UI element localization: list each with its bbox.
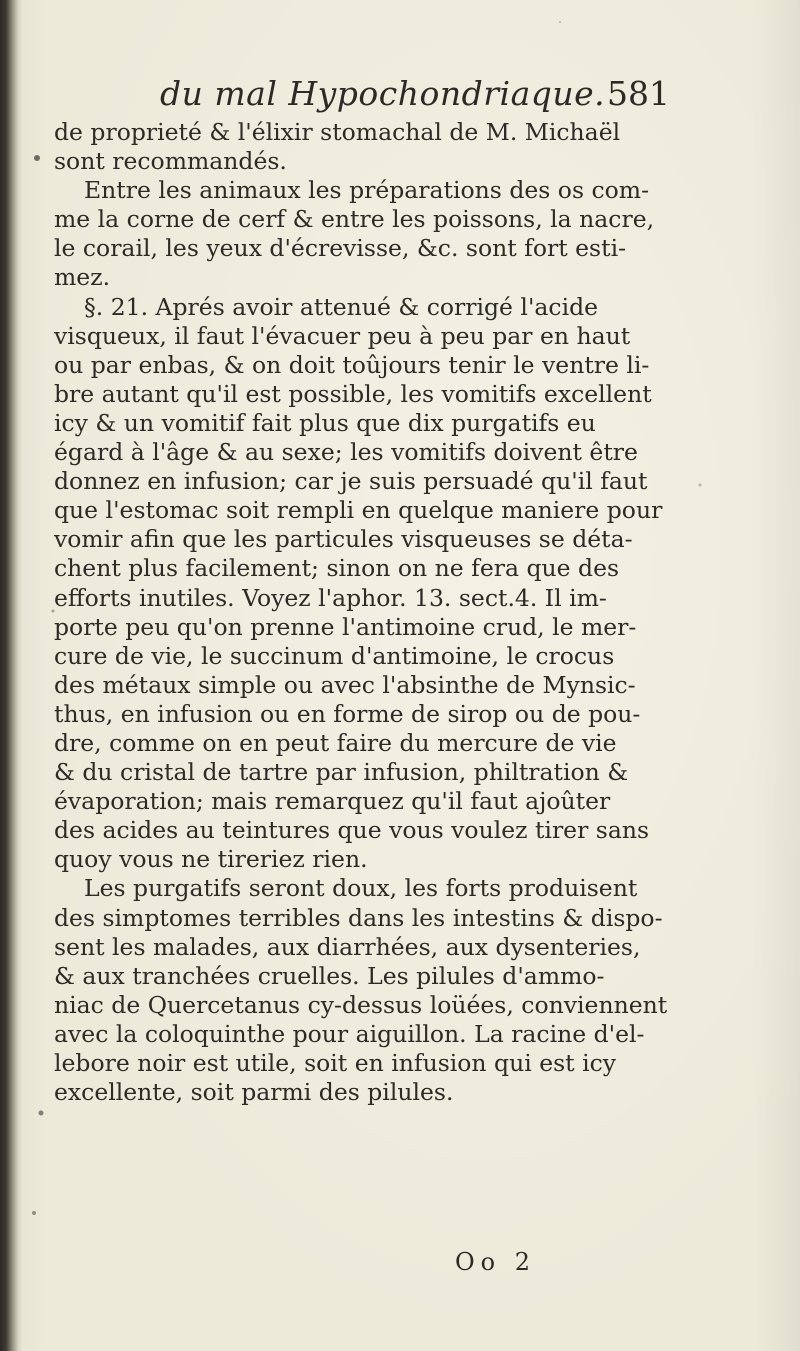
text-line: & du cristal de tartre par infusion, philtration &	[54, 758, 629, 787]
ink-speck	[559, 21, 561, 23]
binding-edge	[0, 0, 22, 1351]
ink-speck	[34, 155, 40, 161]
text-line: avec la coloquinthe pour aiguillon. La racine d'el-	[54, 1019, 645, 1048]
text-line: évaporation; mais remarquez qu'il faut ajoûter	[54, 787, 611, 816]
ink-speck	[32, 1211, 36, 1215]
text-line: le corail, les yeux d'écrevisse, &c. sont fort esti-	[54, 234, 627, 263]
text-line: visqueux, il faut l'évacuer peu à peu par en haut	[54, 321, 631, 350]
text-line: lebore noir est utile, soit en infusion qui est icy	[54, 1049, 617, 1077]
body-text	[54, 118, 694, 1107]
ink-speck	[39, 1111, 44, 1116]
text-line: sont recommandés.	[54, 147, 287, 176]
text-line: chent plus facilement; sinon on ne fera que des	[54, 554, 620, 583]
text-line: vomir afin que les particules visqueuses se déta-	[54, 525, 633, 554]
text-line: ou par enbas, & on doit toûjours tenir le ventre li-	[54, 350, 650, 379]
text-line: cure de vie, le succinum d'antimoine, le crocus	[54, 641, 615, 670]
text-line: Entre les animaux les préparations des os com-	[84, 176, 650, 205]
text-line: des acides au teintures que vous voulez tirer sans	[54, 816, 650, 845]
text-line: Les purgatifs seront doux, les forts produisent	[84, 874, 638, 903]
running-head: du mal Hypochondriaque.	[160, 74, 606, 113]
text-line: excellente, soit parmi des pilules.	[54, 1078, 454, 1107]
ink-speck	[699, 484, 702, 487]
text-line: sent les malades, aux diarrhées, aux dysenteries,	[54, 932, 641, 961]
text-line: dre, comme on en peut faire du mercure de vie	[54, 728, 617, 757]
text-line: §. 21. Aprés avoir attenué & corrigé l'acide	[84, 292, 599, 321]
text-line: bre autant qu'il est possible, les vomitifs excellent	[54, 379, 652, 408]
text-line: donnez en infusion; car je suis persuadé qu'il faut	[54, 467, 648, 496]
text-line: égard à l'âge & au sexe; les vomitifs doivent être	[54, 438, 638, 467]
text-line: des simptomes terribles dans les intestins & dispo-	[54, 903, 663, 932]
text-line: me la corne de cerf & entre les poissons, la nacre,	[54, 205, 655, 234]
text-line: icy & un vomitif fait plus que dix purgatifs eu	[54, 408, 596, 437]
text-line: de proprieté & l'élixir stomachal de M. Michaël	[54, 118, 621, 146]
text-line: des métaux simple ou avec l'absinthe de Mynsic-	[54, 670, 636, 699]
text-line: mez.	[54, 263, 111, 292]
text-line: thus, en infusion ou en forme de sirop ou de pou-	[54, 699, 641, 728]
text-line: efforts inutiles. Voyez l'aphor. 13. sect.4. Il im-	[54, 583, 607, 612]
catchword-signature: Oo 2	[455, 1248, 537, 1276]
text-line: & aux tranchées cruelles. Les pilules d'ammo-	[54, 961, 605, 990]
text-line: niac de Quercetanus cy-dessus loüées, conviennent	[54, 990, 668, 1019]
text-line: quoy vous ne tireriez rien.	[54, 845, 368, 874]
page-number: 581	[607, 74, 670, 113]
text-line: que l'estomac soit rempli en quelque maniere pour	[54, 496, 663, 525]
text-line: porte peu qu'on prenne l'antimoine crud, le mer-	[54, 612, 637, 641]
